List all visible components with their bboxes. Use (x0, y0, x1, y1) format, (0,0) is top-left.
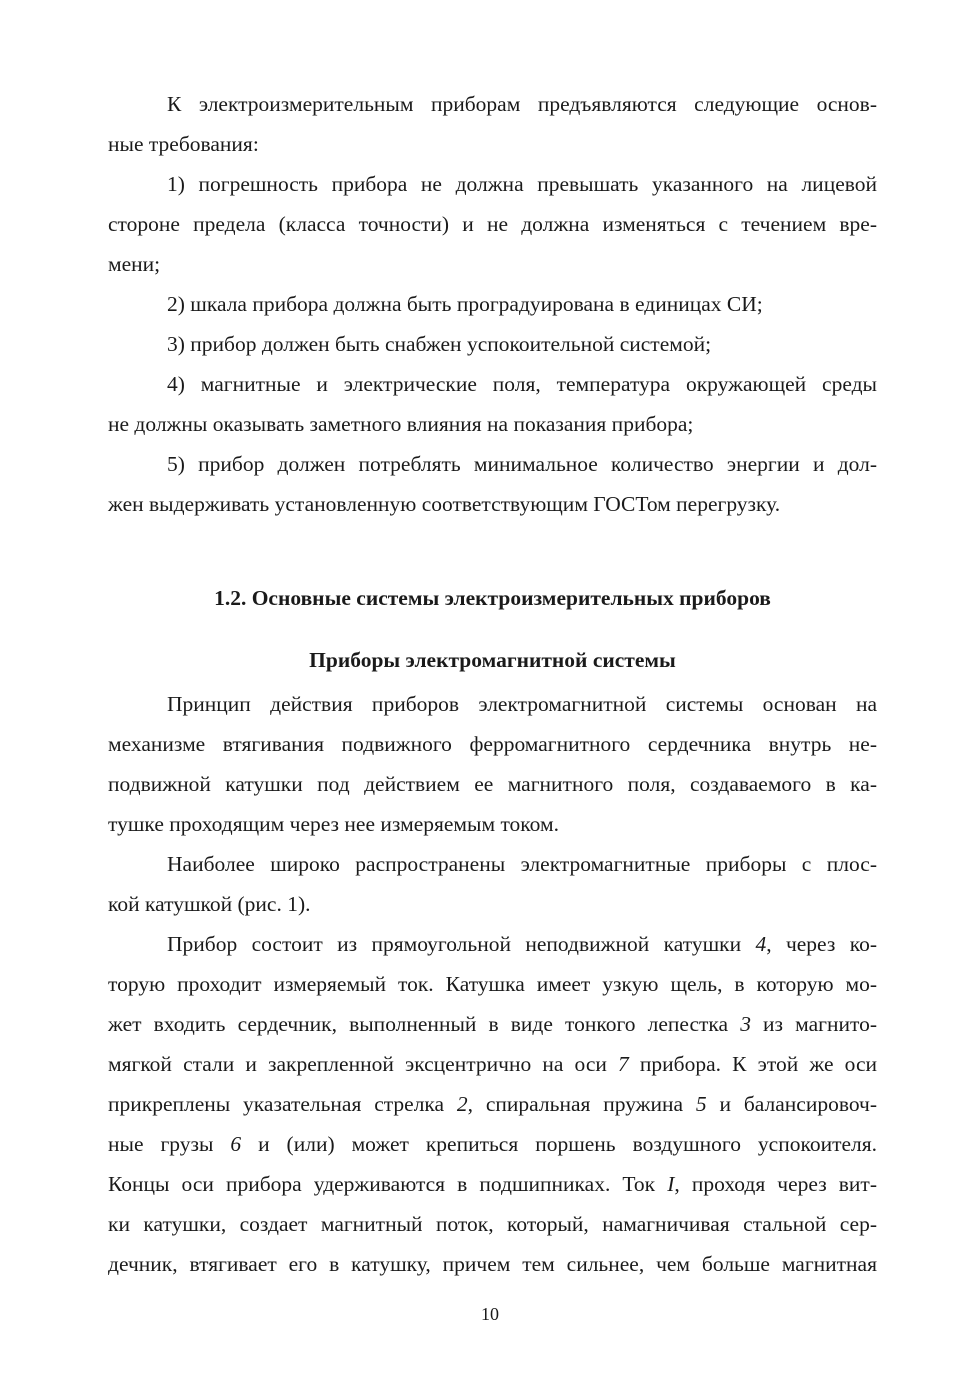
figure-ref: 4 (755, 932, 767, 956)
text-line: ки катушки, создает магнитный поток, который, намагничивая стальной сер- (108, 1212, 877, 1236)
text-line: 1) погрешность прибора не должна превышать указанного на лицевой (167, 172, 877, 196)
text-line: кой катушкой (рис. 1). (108, 892, 311, 916)
text-line: стороне предела (класса точности) и не должна изменяться с течением вре- (108, 212, 877, 236)
requirement-item-2 (108, 284, 877, 324)
text-line: Концы оси прибора удерживаются в подшипниках. Ток I, проходя через вит- (108, 1172, 877, 1196)
figure-ref: 5 (695, 1092, 707, 1116)
text-line: 4) магнитные и электрические поля, температура окружающей среды (167, 372, 877, 396)
text-line: не должны оказывать заметного влияния на показания прибора; (108, 412, 694, 436)
requirements-intro (108, 84, 877, 164)
requirement-item-3 (108, 324, 877, 364)
figure-ref: 7 (618, 1052, 629, 1076)
requirement-item-4 (108, 364, 877, 444)
text-line: мени; (108, 252, 161, 276)
text-line: прикреплены указательная стрелка 2, спиральная пружина 5 и балансировоч- (108, 1092, 877, 1116)
text-line: торую проходит измеряемый ток. Катушка имеет узкую щель, в которую мо- (108, 972, 877, 996)
requirement-item-5 (108, 444, 877, 524)
text-line: Принцип действия приборов электромагнитной системы основан на (167, 692, 877, 716)
document-page (108, 84, 877, 1284)
text-line: подвижной катушки под действием ее магнитного поля, создаваемого в ка- (108, 772, 877, 796)
text-line: жен выдерживать установленную соответствующим ГОСТом перегрузку. (108, 492, 781, 516)
text-line: Прибор состоит из прямоугольной неподвижной катушки 4, через ко- (167, 932, 877, 956)
figure-ref: 6 (230, 1132, 242, 1156)
text-line: 5) прибор должен потреблять минимальное количество энергии и дол- (167, 452, 877, 476)
paragraph-construction (108, 924, 877, 1284)
text-line: 3) прибор должен быть снабжен успокоительной системой; (167, 332, 712, 356)
subsection-heading: Приборы электромагнитной системы (309, 648, 676, 672)
text-line: Наиболее широко распространены электромагнитные приборы с плос- (167, 852, 877, 876)
text-line: дечник, втягивает его в катушку, причем тем сильнее, чем больше магнитная (108, 1252, 877, 1276)
figure-ref: 3 (740, 1012, 751, 1036)
current-symbol: I (667, 1172, 675, 1196)
text-line: мягкой стали и закрепленной эксцентрично на оси 7 прибора. К этой же оси (108, 1052, 878, 1076)
text-line: ные требования: (108, 132, 259, 156)
text-line: жет входить сердечник, выполненный в виде тонкого лепестка 3 из магнито- (108, 1012, 877, 1036)
section-heading: 1.2. Основные системы электроизмерительных приборов (214, 586, 771, 610)
text-line: тушке проходящим через нее измеряемым током. (108, 812, 559, 836)
figure-ref: 2 (456, 1092, 468, 1116)
requirement-item-1 (108, 164, 877, 284)
text-line: ные грузы 6 и (или) может крепиться поршень воздушного успокоителя. (108, 1132, 878, 1156)
page-number: 10 (481, 1304, 499, 1324)
paragraph-common (108, 844, 877, 924)
text-line: механизме втягивания подвижного ферромагнитного сердечника внутрь не- (108, 732, 877, 756)
paragraph-principle (108, 684, 877, 844)
text-line: К электроизмерительным приборам предъявляются следующие основ- (167, 92, 877, 116)
text-line: 2) шкала прибора должна быть проградуирована в единицах СИ; (167, 292, 763, 316)
